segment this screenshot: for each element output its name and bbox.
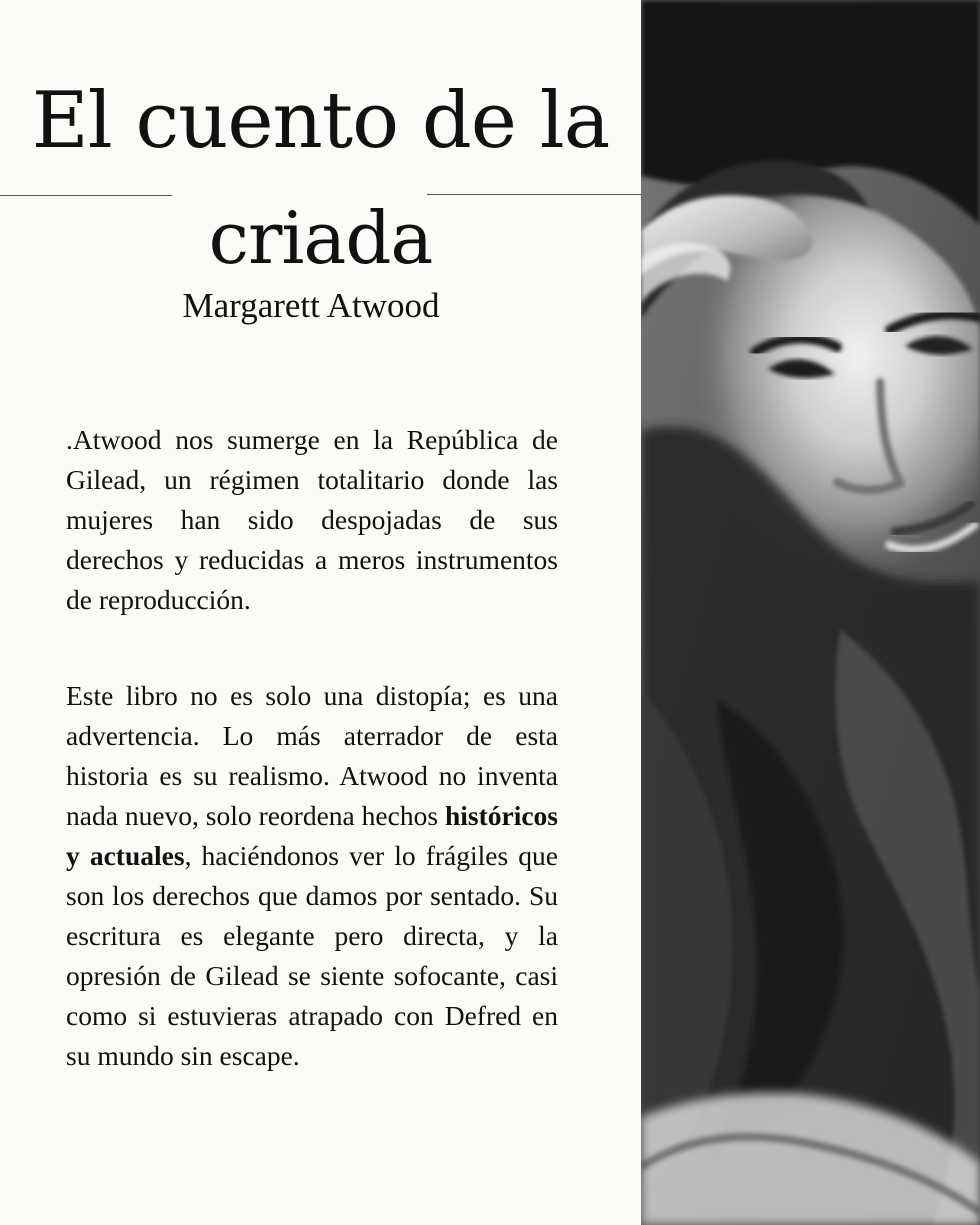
conjunction-emphasis: y (66, 839, 90, 871)
title-divider-right (427, 194, 641, 195)
review-paragraph-2-opening: Este libro no es solo una distopía; es una advertencia. Lo más aterrador de esta historia es su realismo. Atwood no inventa nada nuevo, solo reordena hechos (66, 679, 558, 831)
current-emphasis: actuales (89, 839, 185, 871)
book-title-line-1: El cuento de la (31, 76, 610, 166)
book-title-line-2: criada (208, 196, 433, 280)
review-paragraph-1: .Atwood nos sumerge en la República de Gilead, un régimen totalitario donde las mujeres han sido despojadas de sus derechos y reducidas a meros instrumentos de reproducción. (66, 423, 558, 615)
author-photo-svg (641, 0, 980, 1225)
historical-emphasis: históricos (444, 799, 558, 831)
author-photo (641, 0, 980, 1225)
author-name: Margarett Atwood (182, 286, 440, 325)
review-paragraph-2 (66, 676, 558, 1076)
title-divider-left (0, 195, 172, 196)
review-paragraph-2-closing: , haciéndonos ver lo frágiles que son los derechos que damos por sentado. Su escritura es elegante pero directa, y la opresión de Gilead se siente sofocante, casi como si estuvieras atrapado con Defred en su mundo sin escape. (66, 839, 558, 1071)
